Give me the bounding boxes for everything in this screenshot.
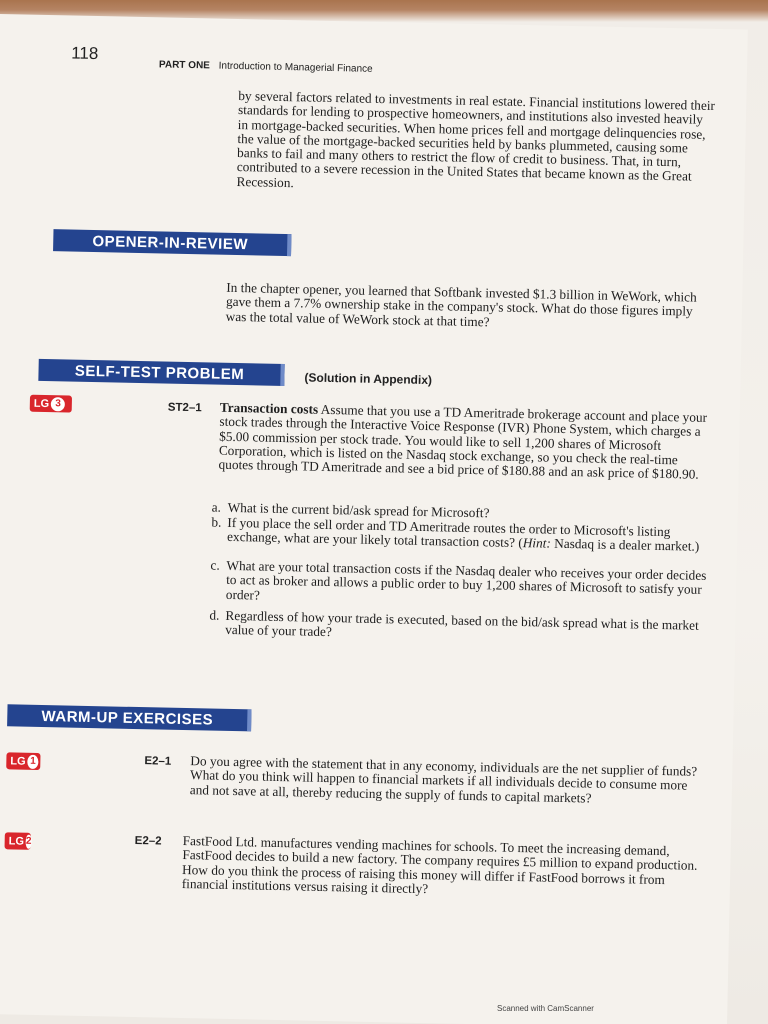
part-d	[209, 607, 705, 648]
part-text: What is the current bid/ask spread for Microsoft?	[227, 499, 490, 521]
badge-number: 2	[25, 835, 32, 847]
exercise-id: E2–1	[144, 755, 172, 768]
problem-title: Transaction costs	[219, 399, 319, 417]
badge-prefix: LG	[33, 397, 50, 410]
exercise-id: E2–2	[134, 835, 162, 848]
exercise-text: FastFood Ltd. manufactures vending machines for schools. To meet the increasing demand, FastFood decides to build a new factory. The company requires £5 million to expand production. How do you think the process of raising this money will differ if FastFood borrows it from financial institutions versus raising it directly?	[181, 833, 698, 897]
intro-paragraph: by several factors related to investments in real estate. Financial institutions lowered their standards for lending to prospective homeowners, and institutions also invested heavily in mortgage-backed securities. When home prices fell and mortgage delinquencies rose, the value of the mortgage-backed securities held by banks plummeted, causing some banks to fail and many others to restrict the flow of credit to business. That, in turn, contributed to a severe recession in the United States that became known as the Great Recession.	[236, 88, 716, 190]
badge-prefix: LG	[8, 834, 25, 848]
hint-text: Nasdaq is a dealer market.)	[550, 535, 700, 555]
learning-goal-badge	[5, 832, 31, 850]
part-text: If you place the sell order and TD Ameritrade routes the order to Microsoft's listing exchange, what are your likely total transaction costs? (	[226, 514, 671, 551]
learning-goal-badge	[6, 752, 40, 770]
part-letter: a.	[211, 499, 222, 515]
part-letter: d.	[209, 607, 220, 623]
part-letter: c.	[210, 557, 220, 573]
self-test-problem-banner: SELF-TEST PROBLEM	[38, 359, 284, 386]
running-header	[159, 59, 373, 74]
solution-note: (Solution in Appendix)	[304, 370, 433, 388]
badge-number: 3	[51, 397, 65, 411]
page-number: 118	[70, 43, 99, 64]
hint-label: Hint:	[522, 535, 552, 551]
problem-body: Assume that you use a TD Ameritrade brokerage account and place your stock trades through the Interactive Voice Response (IVR) Phone System, which charges a $5.00 commission per stock trade. You would like to sell 1,200 shares of Microsoft Corporation, which is listed on the Nasdaq stock exchange, so you check the real-time quotes through TD Ameritrade and see a bid price of $180.88 and an ask price of $180.90.	[218, 401, 708, 482]
problem-statement	[218, 401, 711, 483]
opener-question: In the chapter opener, you learned that Softbank invested $1.3 billion in WeWork, which gave them a 7.7% ownership stake in the company's stock. What do those figures imply was the total value of WeWork stock at that time?	[225, 279, 697, 329]
part-label: PART ONE	[158, 59, 211, 72]
part-letter: b.	[211, 514, 222, 530]
problem-id: ST2–1	[167, 401, 202, 415]
learning-goal-badge	[30, 395, 72, 413]
book-page	[0, 14, 748, 1024]
part-text: Regardless of how your trade is executed, based on the bid/ask spread what is the market value of your trade?	[224, 607, 699, 640]
opener-in-review-banner: OPENER-IN-REVIEW	[53, 229, 291, 256]
scanner-watermark: Scanned with CamScanner	[497, 1004, 594, 1013]
exercise-text: Do you agree with the statement that in any economy, individuals are the net supplier of funds? What do you think will happen to financial markets if all individuals decide to consume more and not save at all, thereby reducing the supply of funds to capital markets?	[189, 753, 698, 806]
part-c	[210, 557, 707, 612]
part-text: What are your total transaction costs if the Nasdaq dealer who receives your order decides to act as broker and allows a public order to buy 1,200 shares of Microsoft to satisfy your order?	[225, 557, 707, 603]
part-title: Introduction to Managerial Finance	[218, 60, 373, 75]
badge-prefix: LG	[10, 754, 26, 768]
warm-up-exercises-banner: WARM-UP EXERCISES	[7, 704, 251, 731]
badge-number: 1	[27, 754, 38, 768]
